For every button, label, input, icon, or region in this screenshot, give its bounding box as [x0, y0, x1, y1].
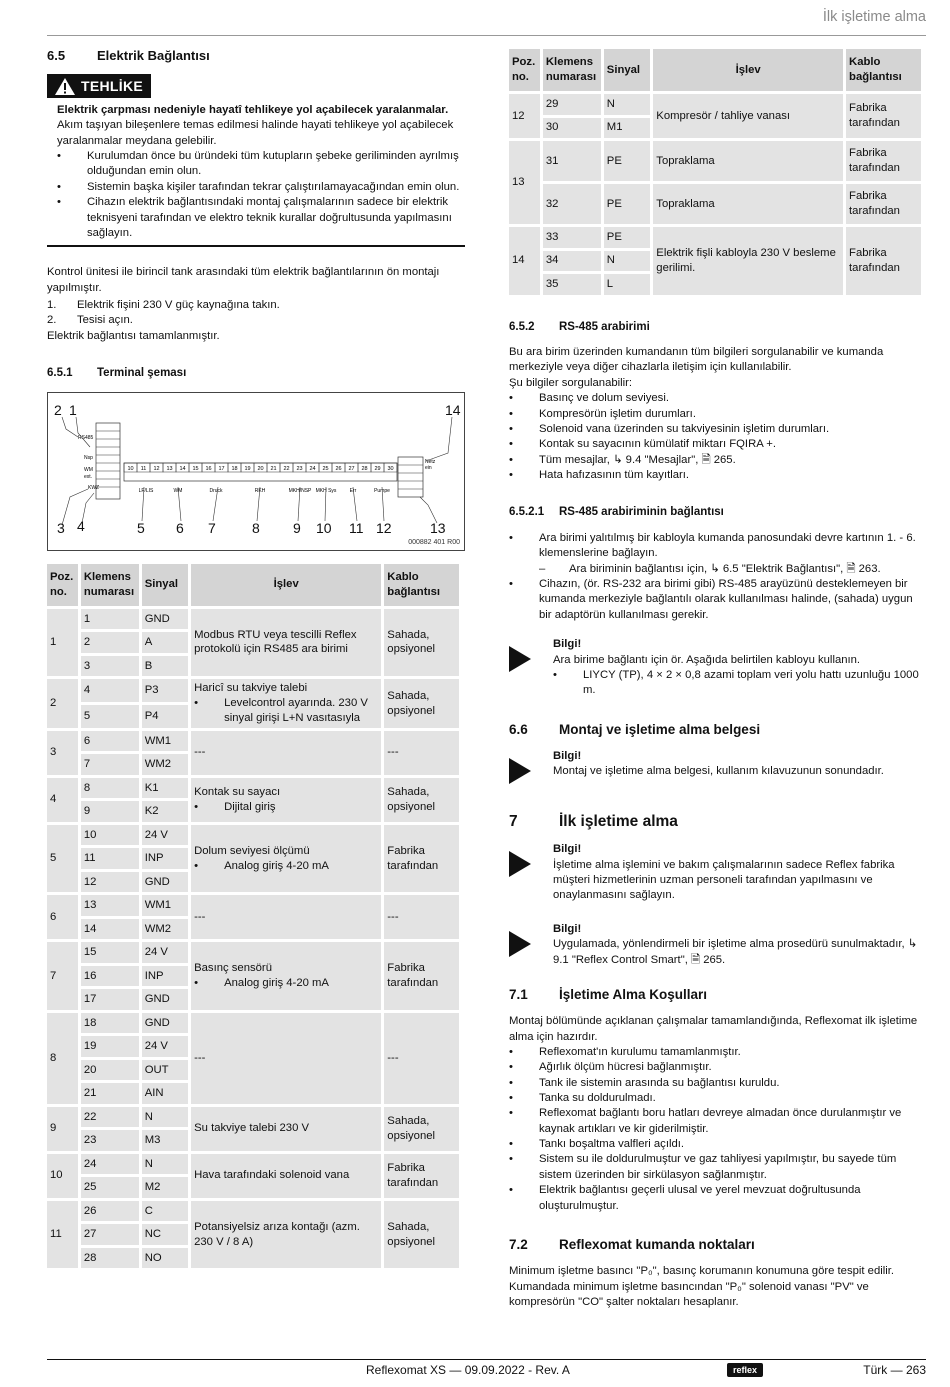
- terminal-number: 25: [322, 465, 329, 472]
- function-text: Su takviye talebi 230 V: [194, 1122, 310, 1135]
- cell-function: [191, 778, 381, 822]
- cell-signal: N: [142, 1107, 188, 1128]
- cell-cable: Fabrika tarafından: [384, 1154, 459, 1198]
- terminal-group-label: MKH/NSP: [288, 487, 312, 494]
- cell-pos: 9: [47, 1107, 78, 1151]
- diagram-label: KWZ: [88, 484, 100, 491]
- cell-terminal: 25: [81, 1177, 139, 1198]
- table-row: [47, 1013, 459, 1034]
- cell-cable: Fabrika tarafından: [384, 825, 459, 893]
- cell-cable: Sahada, opsiyonel: [384, 609, 459, 677]
- cell-function: [191, 609, 381, 677]
- cell-signal: L: [604, 274, 651, 295]
- cell-signal: WM2: [142, 919, 188, 940]
- col-header-cable: Kablo bağlantısı: [846, 49, 921, 91]
- rs485-query: Şu bilgiler sorgulanabilir:: [509, 376, 633, 389]
- cell-terminal: 28: [81, 1248, 139, 1269]
- cell-terminal: 33: [543, 227, 601, 248]
- function-text: ---: [194, 910, 206, 923]
- list-item: • Kompresörün işletim durumları.: [509, 407, 927, 422]
- cell-terminal: 11: [81, 848, 139, 869]
- terminal-group-label: Err: [349, 487, 357, 494]
- cell-terminal: 24: [81, 1154, 139, 1175]
- header-divider: [47, 35, 926, 36]
- cell-signal: PE: [604, 184, 651, 224]
- cell-terminal: 14: [81, 919, 139, 940]
- cell-pos: 13: [509, 141, 540, 224]
- cell-terminal: 23: [81, 1130, 139, 1151]
- cell-pos: 4: [47, 778, 78, 822]
- connection-dash-item: – Ara biriminin bağlantısı için, ↳ 6.5 "Elektrik Bağlantısı", 🗎 263.: [539, 562, 881, 575]
- table-row: [47, 609, 459, 630]
- table-row: [47, 778, 459, 799]
- cell-signal: B: [142, 656, 188, 677]
- cell-signal: INP: [142, 848, 188, 869]
- terminal-number: 12: [153, 465, 160, 472]
- cell-signal: C: [142, 1201, 188, 1222]
- conditions-intro: Montaj bölümünde açıklanan çalışmalar tamamlandığında, Reflexomat ilk işletime alma için hazırdır.: [509, 1015, 918, 1043]
- terminal-number: 19: [244, 465, 251, 472]
- list-item: • Tank ile sistemin arasında su bağlantısı kuruldu.: [509, 1076, 927, 1091]
- callout-3: 3: [57, 519, 65, 536]
- function-bullets: [194, 696, 378, 726]
- terminal-number: 23: [296, 465, 303, 472]
- chapter-7-heading: 7 İlk işletime alma: [509, 813, 678, 831]
- cell-terminal: 5: [81, 705, 139, 728]
- cell-signal: M1: [604, 118, 651, 139]
- callout-5: 5: [137, 519, 145, 536]
- cell-signal: K1: [142, 778, 188, 799]
- cell-terminal: 27: [81, 1224, 139, 1245]
- cell-cable: Sahada, opsiyonel: [384, 1201, 459, 1269]
- function-text: Potansiyelsiz arıza kontağı (azm. 230 V / 8 A): [194, 1220, 360, 1248]
- info-text: Montaj ve işletime alma belgesi, kullanım kılavuzunun sonundadır.: [553, 765, 884, 778]
- callout-11: 11: [349, 519, 364, 536]
- info-text: Ara birime bağlantı için ör. Aşağıda belirtilen kabloyu kullanın.: [553, 653, 861, 666]
- col-header-signal: Sinyal: [142, 564, 188, 606]
- cell-pos: 2: [47, 679, 78, 728]
- info-arrow-icon: [509, 851, 531, 877]
- terminal-diagram: [47, 392, 465, 551]
- footer-divider: [47, 1359, 926, 1360]
- cell-terminal: 35: [543, 274, 601, 295]
- info-arrow-icon: [509, 931, 531, 957]
- cell-pos: 6: [47, 895, 78, 939]
- cell-function: [191, 1107, 381, 1151]
- terminal-number: 28: [361, 465, 368, 472]
- function-bullets: [194, 800, 378, 815]
- cell-cable: Fabrika tarafından: [384, 942, 459, 1010]
- cell-function: [191, 825, 381, 893]
- cell-signal: GND: [142, 609, 188, 630]
- cell-terminal: 6: [81, 731, 139, 752]
- cell-signal: K2: [142, 801, 188, 822]
- cell-signal: GND: [142, 872, 188, 893]
- danger-body-text: Akım taşıyan bileşenlere temas edilmesi halinde hayati tehlikeye yol açabilecek yaralanmalar meydana gelebilir.: [57, 119, 454, 147]
- table-row: [47, 731, 459, 752]
- function-text: Hava tarafındaki solenoid vana: [194, 1169, 350, 1182]
- cell-terminal: 7: [81, 754, 139, 775]
- danger-headline: Elektrik çarpması nedeniyle hayatî tehlikeye yol açabilecek yaralanmalar.: [57, 104, 449, 117]
- terminal-number: 11: [140, 465, 147, 472]
- info-text: Uygulamada, yönlendirmeli bir işletime alma prosedürü sunulmaktadır, ↳ 9.1 "Reflex Control Smart", 🗎 265.: [553, 938, 918, 966]
- cell-function: [191, 1201, 381, 1269]
- danger-badge: [47, 74, 151, 98]
- function-bullets: [194, 859, 378, 874]
- page-header-title: İlk işletime alma: [822, 9, 926, 25]
- terminal-number: 22: [283, 465, 290, 472]
- cell-signal: OUT: [142, 1060, 188, 1081]
- terminal-number: 17: [218, 465, 225, 472]
- list-item: 2. Tesisi açın.: [47, 314, 133, 327]
- info-title: Bilgi!: [553, 638, 582, 651]
- danger-bullet-list: [57, 149, 465, 241]
- info-arrow-icon: [509, 646, 531, 672]
- cell-pos: 14: [509, 227, 540, 295]
- cell-terminal: 8: [81, 778, 139, 799]
- cell-cable: ---: [384, 1013, 459, 1104]
- section-6-5-2-heading: 6.5.2 RS-485 arabirimi: [509, 320, 650, 333]
- cell-terminal: 9: [81, 801, 139, 822]
- section-7-2-heading: 7.2 Reflexomat kumanda noktaları: [509, 1236, 755, 1252]
- section-6-5-2-1-heading: 6.5.2.1 RS-485 arabiriminin bağlantısı: [509, 506, 724, 519]
- diagram-label: Nsp: [84, 454, 93, 461]
- cell-signal: P4: [142, 705, 188, 728]
- terminal-number: 27: [348, 465, 355, 472]
- cell-signal: NC: [142, 1224, 188, 1245]
- cell-function: Topraklama: [653, 184, 843, 224]
- terminal-number: 30: [387, 465, 394, 472]
- table-row: [47, 679, 459, 702]
- cell-signal: WM2: [142, 754, 188, 775]
- function-text: Modbus RTU veya tescilli Reflex protokolü için RS485 ara birimi: [194, 628, 357, 656]
- cell-cable: ---: [384, 731, 459, 775]
- cell-terminal: 19: [81, 1036, 139, 1057]
- col-header-cable: Kablo bağlantısı: [384, 564, 459, 606]
- info-title: Bilgi!: [553, 843, 582, 856]
- cell-cable: Sahada, opsiyonel: [384, 778, 459, 822]
- cell-terminal: 3: [81, 656, 139, 677]
- cell-signal: 24 V: [142, 825, 188, 846]
- list-item: • Kurulumdan önce bu üründeki tüm kutupların şebeke geriliminden ayrılmış olduğundan emin olun.: [57, 149, 465, 180]
- cell-terminal: 21: [81, 1083, 139, 1104]
- callout-14: 14: [445, 401, 461, 418]
- list-item: • Tankı boşaltma valfleri açıldı.: [509, 1137, 927, 1152]
- cell-terminal: 13: [81, 895, 139, 916]
- cell-cable: Fabrika tarafından: [846, 227, 921, 295]
- cell-function: [191, 942, 381, 1010]
- footer-page-number: Türk — 263: [863, 1363, 926, 1377]
- terminal-group-label: RKH: [254, 487, 266, 494]
- list-item: • Sistem su ile doldurulmuştur ve gaz tahliyesi yapılmıştır, bu sayede tüm sistem üzerinden bir sirkülasyon sağlanmıştır.: [509, 1152, 927, 1183]
- steps-list: [47, 298, 465, 329]
- conditions-list: [509, 1045, 927, 1214]
- section-6-5-heading: 6.5 Elektrik Bağlantısı: [47, 48, 210, 63]
- cell-function: [191, 679, 381, 728]
- cell-signal: M2: [142, 1177, 188, 1198]
- cell-terminal: 29: [543, 94, 601, 115]
- drawing-code: 000882 401 R00: [408, 539, 460, 547]
- cell-pos: 3: [47, 731, 78, 775]
- section-7-1-heading: 7.1 İşletime Alma Koşulları: [509, 986, 708, 1002]
- terminal-number: 20: [257, 465, 264, 472]
- cell-signal: GND: [142, 1013, 188, 1034]
- col-header-terminal: Klemens numarası: [543, 49, 601, 91]
- list-item: • Solenoid vana üzerinden su takviyesinin işletim durumları.: [509, 422, 927, 437]
- footer-document-info: Reflexomat XS — 09.09.2022 - Rev. A: [366, 1363, 570, 1377]
- cell-pos: 11: [47, 1201, 78, 1269]
- cell-pos: 1: [47, 609, 78, 677]
- info-arrow-icon: [509, 758, 531, 784]
- cell-terminal: 2: [81, 632, 139, 653]
- callout-4: 4: [77, 517, 85, 534]
- info-note-cable: [509, 637, 927, 698]
- list-item: • Sistemin başka kişiler tarafından tekrar çalıştırılamayacağından emin olun.: [57, 180, 465, 195]
- function-text: Kontak su sayacı: [194, 786, 281, 799]
- section-6-5-1-heading: 6.5.1 Terminal şeması: [47, 367, 187, 380]
- cell-signal: GND: [142, 989, 188, 1010]
- cell-terminal: 1: [81, 609, 139, 630]
- callout-13: 13: [430, 519, 446, 536]
- cell-pos: 12: [509, 94, 540, 138]
- callout-12: 12: [376, 519, 392, 536]
- terminal-group-label: LF/LIS: [138, 487, 154, 494]
- list-item: • Elektrik bağlantısı geçerli ulusal ve yerel mevzuat doğrultusunda oluşturulmuştur.: [509, 1183, 927, 1214]
- terminal-group-label: Druck: [209, 487, 223, 494]
- cell-signal: NO: [142, 1248, 188, 1269]
- diagram-label: ein: [425, 464, 432, 471]
- warning-triangle-icon: [55, 78, 75, 95]
- cell-terminal: 10: [81, 825, 139, 846]
- terminal-group-label: Pumpe: [374, 487, 390, 494]
- cell-pos: 5: [47, 825, 78, 893]
- info-title: Bilgi!: [553, 922, 582, 935]
- table-row: [47, 942, 459, 963]
- function-bullets: [194, 976, 378, 991]
- col-header-function: İşlev: [653, 49, 843, 91]
- diagram-label: Netz: [425, 458, 436, 465]
- table-row: [509, 227, 921, 248]
- list-item: • Analog giriş 4-20 mA: [194, 859, 378, 874]
- table-row: [47, 1107, 459, 1128]
- callout-9: 9: [293, 519, 301, 536]
- cell-function: Elektrik fişli kabloyla 230 V besleme gerilimi.: [653, 227, 843, 295]
- terminal-number: 29: [374, 465, 381, 472]
- function-text: Dolum seviyesi ölçümü: [194, 844, 310, 857]
- terminal-number: 13: [166, 465, 173, 472]
- cell-terminal: 4: [81, 679, 139, 702]
- col-header-function: İşlev: [191, 564, 381, 606]
- list-item: • Dijital giriş: [194, 800, 378, 815]
- reflex-logo: reflex: [727, 1363, 763, 1377]
- function-text: Haricî su takviye talebi: [194, 682, 308, 695]
- cell-terminal: 34: [543, 251, 601, 272]
- terminal-table-right: [506, 46, 924, 298]
- cell-signal: 24 V: [142, 1036, 188, 1057]
- terminal-number: 26: [335, 465, 342, 472]
- info-title: Bilgi!: [553, 749, 582, 762]
- terminal-group-label: MKH Sys: [315, 487, 337, 494]
- cell-terminal: 16: [81, 966, 139, 987]
- callout-10: 10: [316, 519, 332, 536]
- list-item: 1. Elektrik fişini 230 V güç kaynağına takın.: [47, 299, 280, 311]
- cell-terminal: 30: [543, 118, 601, 139]
- connection-list-2: [509, 577, 927, 623]
- cell-function: Topraklama: [653, 141, 843, 181]
- rs485-intro: Bu ara birim üzerinden kumandanın tüm bilgileri sorgulanabilir ve kumanda merkeziyle veya diğer cihazlarla iletişim için kullanılabilir.: [509, 346, 884, 374]
- cell-signal: WM1: [142, 731, 188, 752]
- connection-list: [509, 531, 927, 562]
- callout-8: 8: [252, 519, 260, 536]
- cell-signal: N: [142, 1154, 188, 1175]
- table-row: [509, 184, 921, 224]
- col-header-pos: Poz. no.: [47, 564, 78, 606]
- cell-function: [191, 895, 381, 939]
- cell-terminal: 20: [81, 1060, 139, 1081]
- cell-function: [191, 1154, 381, 1198]
- cell-function: [191, 731, 381, 775]
- col-header-terminal: Klemens numarası: [81, 564, 139, 606]
- cell-signal: PE: [604, 227, 651, 248]
- info-note-guided: [509, 922, 927, 968]
- function-text: Basınç sensörü: [194, 962, 272, 975]
- danger-badge-label: TEHLİKE: [81, 77, 143, 94]
- switch-points-text: Minimum işletme basıncı "P₀", basınç korumanın konumuna göre tespit edilir. Kumandada minimum işletme basıncından "P₀" solenoid vanası "PV" ve kompresörün "CO" şalter noktaları hesaplanır.: [509, 1265, 895, 1308]
- function-text: ---: [194, 1051, 206, 1064]
- cell-signal: N: [604, 94, 651, 115]
- terminal-number: 18: [231, 465, 238, 472]
- list-item: • Analog giriş 4-20 mA: [194, 976, 378, 991]
- terminal-table-left: [44, 561, 462, 1272]
- info-note-staff: [509, 842, 927, 903]
- rs485-list: [509, 391, 927, 483]
- cell-signal: WM1: [142, 895, 188, 916]
- cell-cable: Fabrika tarafından: [846, 94, 921, 138]
- section-6-6-heading: 6.6 Montaj ve işletime alma belgesi: [509, 721, 761, 737]
- terminal-number: 16: [205, 465, 212, 472]
- list-item: • Hata hafızasının tüm kayıtları.: [509, 468, 927, 483]
- table-row: [509, 141, 921, 181]
- terminal-group-label: WM: [173, 487, 183, 494]
- cell-signal: N: [604, 251, 651, 272]
- list-item: • Reflexomat'ın kurulumu tamamlanmıştır.: [509, 1045, 927, 1060]
- info-text: İşletime alma işlemini ve bakım çalışmalarının sadece Reflex fabrika müşteri hizmetlerinin uzman personeli tarafından yapılmasını ve onaylanmasını sağlayın.: [553, 858, 895, 902]
- cell-cable: Fabrika tarafından: [846, 184, 921, 224]
- result-text: Elektrik bağlantısı tamamlanmıştır.: [47, 329, 220, 342]
- terminal-number: 14: [179, 465, 186, 472]
- cell-terminal: 12: [81, 872, 139, 893]
- cell-signal: M3: [142, 1130, 188, 1151]
- col-header-signal: Sinyal: [604, 49, 651, 91]
- cell-signal: A: [142, 632, 188, 653]
- cell-cable: Fabrika tarafından: [846, 141, 921, 181]
- diagram-label: WM: [84, 466, 93, 473]
- cell-signal: P3: [142, 679, 188, 702]
- cell-signal: 24 V: [142, 942, 188, 963]
- cell-cable: ---: [384, 895, 459, 939]
- left-column: [47, 47, 465, 1271]
- callout-2: 2: [54, 401, 62, 418]
- cell-signal: PE: [604, 141, 651, 181]
- list-item: • Ağırlık ölçüm hücresi bağlanmıştır.: [509, 1060, 927, 1075]
- terminal-number: 15: [192, 465, 199, 472]
- cell-pos: 8: [47, 1013, 78, 1104]
- list-item: • LIYCY (TP), 4 × 2 × 0,8 azami toplam veri yolu hattı uzunluğu 1000 m.: [553, 668, 927, 699]
- terminal-number: 10: [127, 465, 134, 472]
- table-row: [47, 825, 459, 846]
- diagram-label: RS485: [78, 434, 94, 441]
- list-item: • Cihazın, (ör. RS-232 ara birimi gibi) RS-485 arayüzünü desteklemeyen bir kumanda merkeziyle bağlantılı olarak kullanılması halinde, (sahada) uygun bir adaptörün kullanılması gerekir.: [509, 577, 927, 623]
- list-item: • Tüm mesajlar, ↳ 9.4 "Mesajlar", 🗎 265.: [509, 453, 927, 468]
- cell-cable: Sahada, opsiyonel: [384, 1107, 459, 1151]
- cell-function: [191, 1013, 381, 1104]
- list-item: • Kontak su sayacının kümülatif miktarı FQIRA +.: [509, 437, 927, 452]
- table-row: [509, 94, 921, 115]
- table-row: [47, 1154, 459, 1175]
- table-row: [47, 1201, 459, 1222]
- list-item: • Reflexomat bağlantı boru hatları devreye almadan önce durulanmıştır ve kaynak artıkları ve kir giderilmiştir.: [509, 1106, 927, 1137]
- callout-1: 1: [69, 401, 77, 418]
- function-text: ---: [194, 746, 206, 759]
- table-row: [47, 895, 459, 916]
- diagram-label: ext.: [84, 473, 93, 480]
- col-header-pos: Poz. no.: [509, 49, 540, 91]
- callout-7: 7: [208, 519, 216, 536]
- cell-terminal: 32: [543, 184, 601, 224]
- list-item: • Basınç ve dolum seviyesi.: [509, 391, 927, 406]
- cell-signal: AIN: [142, 1083, 188, 1104]
- intro-paragraph: Kontrol ünitesi ile birincil tank arasındaki tüm elektrik bağlantılarının ön montajı yapılmıştır.: [47, 266, 440, 294]
- cell-terminal: 17: [81, 989, 139, 1010]
- cell-pos: 7: [47, 942, 78, 1010]
- cell-signal: INP: [142, 966, 188, 987]
- list-item: • Tanka su doldurulmadı.: [509, 1091, 927, 1106]
- info-note-document: [509, 749, 927, 789]
- cell-terminal: 26: [81, 1201, 139, 1222]
- cell-terminal: 15: [81, 942, 139, 963]
- cell-function: Kompresör / tahliye vanası: [653, 94, 843, 138]
- danger-notice: [47, 103, 465, 247]
- right-column: [509, 47, 927, 1310]
- cell-terminal: 22: [81, 1107, 139, 1128]
- cell-terminal: 18: [81, 1013, 139, 1034]
- cell-cable: Sahada, opsiyonel: [384, 679, 459, 728]
- terminal-number: 24: [309, 465, 316, 472]
- list-item: • Ara birimi yalıtılmış bir kabloyla kumanda panosundaki devre kartının 1. - 6. klemenslerine bağlayın.: [509, 531, 927, 562]
- cell-pos: 10: [47, 1154, 78, 1198]
- callout-6: 6: [176, 519, 184, 536]
- list-item: • Levelcontrol ayarında. 230 V sinyal girişi L+N vasıtasıyla: [194, 696, 378, 726]
- terminal-number: 21: [270, 465, 277, 472]
- list-item: • Cihazın elektrik bağlantısındaki montaj çalışmalarının sadece bir elektrik teknisyeni tarafından ve elektro teknik kurallar doğrultusunda yapılmasını sağlayın.: [57, 195, 465, 241]
- cell-terminal: 31: [543, 141, 601, 181]
